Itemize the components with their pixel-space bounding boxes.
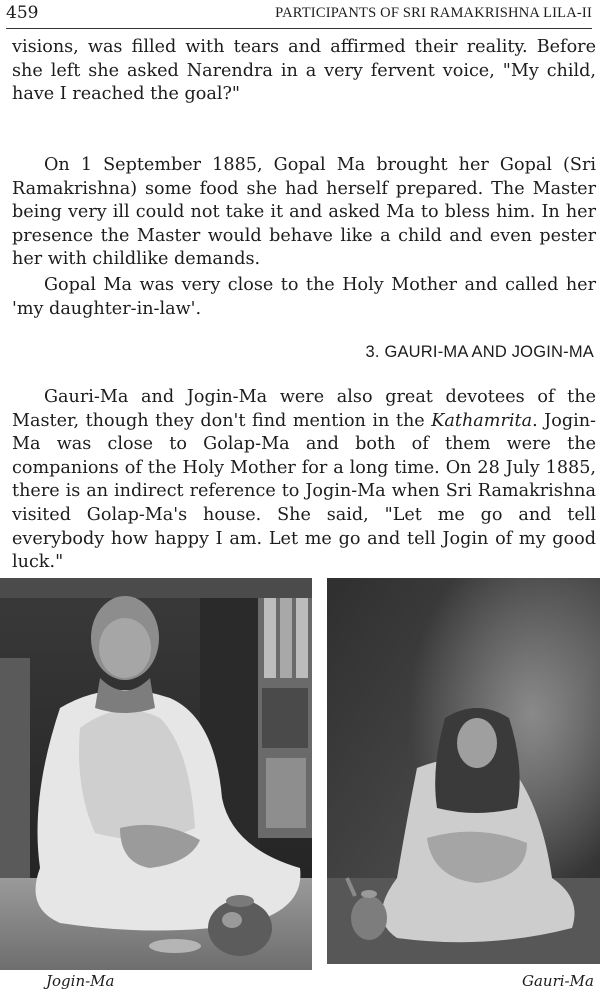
- paragraph-1: visions, was filled with tears and affirmed their reality. Before she left she asked Narendra in a very fervent voice, "My child, have I reached the goal?": [12, 37, 596, 105]
- paragraph-4: [12, 386, 596, 575]
- paragraph-3: Gopal Ma was very close to the Holy Mother and called her 'my daughter-in-law'.: [12, 275, 596, 319]
- photo-jogin-ma: [0, 578, 312, 970]
- caption-jogin-ma: Jogin-Ma: [46, 972, 115, 990]
- paragraph-4-text-start: Gauri-Ma and Jogin-Ma were also great devotees of the Master, though they don't find mention in the: [12, 387, 596, 431]
- caption-gauri-ma: Gauri-Ma: [522, 972, 594, 990]
- page-number: 459: [6, 3, 39, 23]
- photo-gauri-ma: [327, 578, 600, 964]
- paragraph-2: On 1 September 1885, Gopal Ma brought her Gopal (Sri Ramakrishna) some food she had herself prepared. The Master being very ill could not take it and asked Ma to bless him. In her presence the Master would behave like a child and even pester her with childlike demands.: [12, 155, 596, 270]
- running-title: PARTICIPANTS OF SRI RAMAKRISHNA LILA-II: [275, 5, 592, 21]
- book-title-kathamrita: Kathamrita: [431, 410, 533, 431]
- photo-jogin-ma-image: [0, 578, 312, 970]
- paragraph-4-text-end: . Jogin-Ma was close to Golap-Ma and both of them were the companions of the Holy Mother for a long time. On 28 July 1885, there is an indirect reference to Jogin-Ma when Sri Ramakrishna visited Golap-Ma's house. She said, "Let me go and tell everybody how happy I am. Let me go and tell Jogin of my good luck.": [12, 410, 596, 573]
- section-heading: 3. GAURI-MA AND JOGIN-MA: [365, 343, 594, 361]
- page-header: [6, 2, 592, 29]
- photo-gauri-ma-image: [327, 578, 600, 964]
